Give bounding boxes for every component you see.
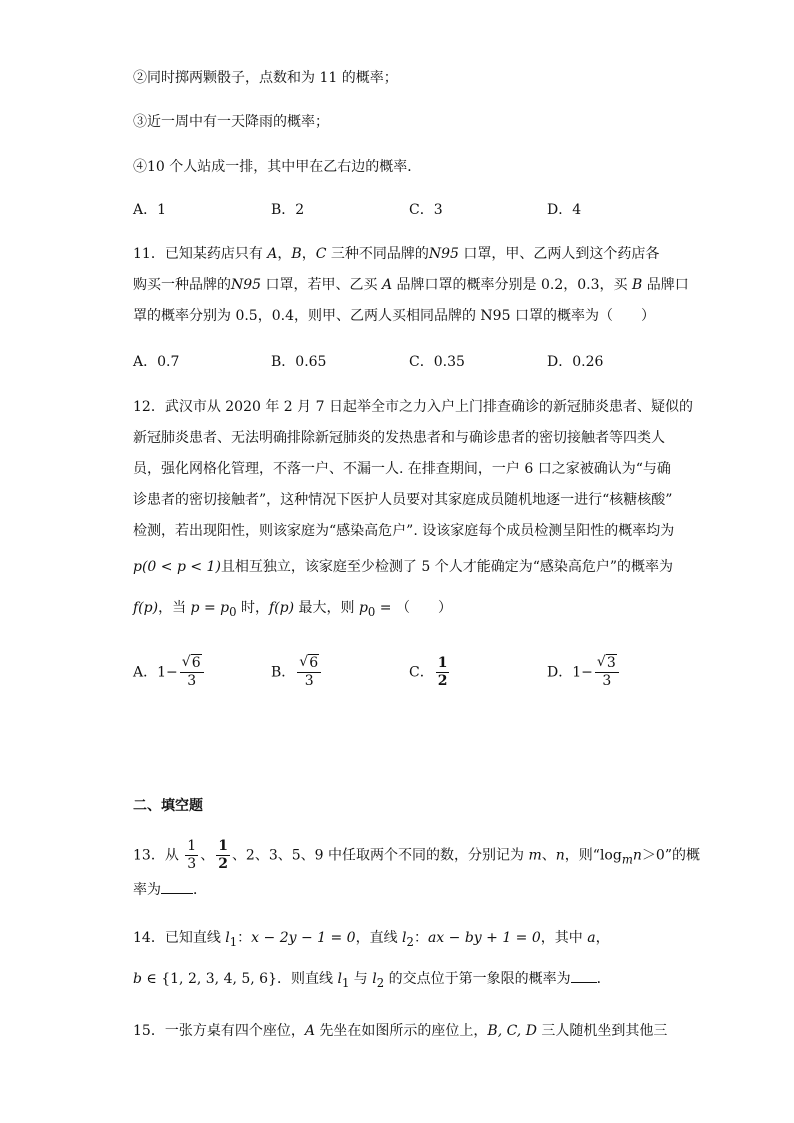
subscript-2: 2: [406, 934, 414, 949]
denominator: 2: [437, 673, 448, 689]
q12-text: 且相互独立，该家庭至少检测了 5 个人才能确定为“感染高危户”的概率为: [220, 559, 674, 575]
q12-option-d: [547, 655, 621, 690]
q11-text: ，: [301, 246, 316, 262]
q11-option-c: C．0.35: [409, 354, 465, 370]
math-p-eq: p = p: [190, 600, 230, 616]
item-4: ④10 个人站成一排，其中甲在乙右边的概率．: [133, 159, 422, 175]
option-label: A．: [133, 664, 158, 681]
subscript-2: 2: [376, 975, 385, 990]
option-prefix: 1−: [157, 664, 178, 681]
set-notation: ∈ {1, 2, 3, 4, 5, 6}: [141, 971, 277, 987]
q11-line-2: [133, 275, 689, 295]
numerator: 1: [437, 655, 448, 671]
q15-text: 15．一张方桌有四个座位，: [133, 1023, 305, 1039]
q14-text: 的交点位于第一象限的概率为: [384, 971, 571, 987]
q14-text: ：: [413, 930, 428, 946]
q13-text: 、2、3、5、9 中任取两个不同的数，分别记为: [231, 847, 529, 864]
q12-option-a: [133, 655, 206, 690]
math-p0: p: [358, 600, 368, 616]
option-label: C．: [409, 664, 434, 681]
q14-line-2: [133, 969, 611, 993]
line-l2: l: [372, 971, 377, 987]
subscript-1: 1: [341, 975, 350, 990]
n95-label: N95: [231, 277, 262, 293]
q11-option-a: A．0.7: [133, 354, 180, 370]
q11-line-3: 罩的概率分别为 0.5，0.4，则甲、乙两人买相同品牌的 N95 口罩的概率为（ ）: [133, 308, 655, 324]
q13-text: 、: [200, 847, 215, 864]
q13-line-2: [133, 880, 207, 900]
line-l1: l: [337, 971, 342, 987]
math-f-p: f(p): [133, 600, 159, 616]
line-l2: l: [402, 930, 407, 946]
q14-text: ，: [595, 930, 610, 946]
fraction: [595, 655, 619, 690]
q11-text: 品牌口: [642, 277, 689, 293]
subscript-1: 1: [229, 934, 238, 949]
fraction: [297, 655, 321, 690]
denominator: 3: [602, 673, 612, 689]
q11-text: 口罩，甲、乙两人到这个药店各: [458, 246, 660, 262]
subscript-m: m: [621, 852, 633, 867]
answer-blank[interactable]: [571, 969, 597, 983]
q13-text: 、: [541, 847, 556, 864]
option-label: D．: [547, 664, 573, 681]
q10-option-b: B．2: [271, 202, 305, 218]
equation-l1: x − 2y − 1 = 0: [251, 930, 356, 946]
q13-text: ．: [193, 882, 207, 898]
persons-bcd: B, C, D: [487, 1023, 537, 1039]
q14-text: ：: [237, 930, 252, 946]
var-n: n: [555, 847, 565, 864]
denominator: 3: [187, 673, 197, 689]
q12-text: 最大，则: [294, 600, 359, 616]
fraction: [436, 655, 450, 690]
q10-option-d: D．4: [547, 202, 582, 218]
q13-text: ，则“log: [564, 847, 622, 864]
q12-text: = （ ）: [375, 600, 452, 616]
var-a: a: [587, 930, 596, 946]
q10-option-a: A．1: [133, 202, 167, 218]
q13-text: ＞0”的概: [641, 847, 700, 864]
q14-text: 14．已知直线: [133, 930, 226, 946]
option-label: B．: [271, 664, 296, 681]
q15-text: 先坐在如图所示的座位上，: [314, 1023, 488, 1039]
brand-a: A: [381, 277, 393, 293]
q12-option-c: [409, 655, 451, 690]
q14-text: ．: [596, 971, 611, 987]
q11-line-1: [133, 244, 659, 264]
math-f-p: f(p): [268, 600, 295, 616]
section-title: 二、填空题: [133, 798, 203, 814]
sqrt-icon: √ 6: [181, 654, 201, 671]
line-l1: l: [225, 930, 230, 946]
q14-text: ，直线: [355, 930, 403, 946]
q11-option-b: B．0.65: [271, 354, 327, 370]
subscript-zero: 0: [229, 604, 237, 619]
brand-b: B: [291, 246, 302, 262]
math-p-range: p(0 < p < 1): [133, 559, 221, 575]
subscript-zero: 0: [367, 604, 376, 619]
q11-text: 购买一种品牌的: [133, 277, 231, 293]
brand-c: C: [315, 246, 327, 262]
person-a: A: [304, 1023, 315, 1039]
sqrt-icon: √ 3: [596, 654, 616, 671]
q11-text: 品牌口罩的概率分别是 0.2，0.3，买: [392, 277, 632, 293]
q12-option-b: [271, 655, 323, 690]
q15-text: 三人随机坐到其他三: [536, 1023, 668, 1039]
answer-blank[interactable]: [161, 880, 193, 894]
q12-line-1: 12．武汉市从 2020 年 2 月 7 日起举全市之力入户上门排查确诊的新冠肺炎患者、疑似的: [133, 399, 693, 415]
q12-text: 时，: [236, 600, 269, 616]
var-n: n: [632, 847, 642, 864]
q12-text: ，当: [158, 600, 191, 616]
q11-text: 口罩，若甲、乙买: [261, 277, 382, 293]
q13-text: 率为: [133, 882, 161, 898]
q15-line-1: [133, 1021, 667, 1041]
q12-line-5: 检测，若出现阳性，则该家庭为“感染高危户”. 设该家庭每个成员检测呈阳性的概率均为: [133, 523, 675, 539]
q11-text: ，: [277, 246, 292, 262]
denominator: 3: [304, 673, 314, 689]
q13-text: 13．从: [133, 847, 184, 864]
fraction: $\frac{1}{2}$: [218, 838, 228, 872]
q12-line-2: 新冠肺炎患者、无法明确排除新冠肺炎的发热患者和与确诊患者的密切接触者等四类人: [133, 430, 665, 446]
q11-option-d: D．0.26: [547, 354, 604, 370]
q12-line-7: [133, 598, 452, 622]
option-prefix: 1−: [572, 664, 593, 681]
brand-b: B: [632, 277, 643, 293]
q13-line-1: [133, 838, 700, 873]
sqrt-icon: √ 6: [299, 654, 319, 671]
q11-text: 三种不同品牌的: [326, 246, 429, 262]
n95-label: N95: [428, 246, 459, 262]
q14-text: ，其中: [540, 930, 588, 946]
q14-text: 与: [349, 971, 373, 987]
item-2: ②同时掷两颗骰子，点数和为 11 的概率；: [133, 70, 398, 86]
q10-option-c: C．3: [409, 202, 443, 218]
var-m: m: [528, 847, 542, 864]
fraction: $\frac{1}{3}$: [187, 838, 197, 872]
q14-text: ．则直线: [277, 971, 338, 987]
var-b: b: [133, 971, 142, 987]
brand-a: A: [267, 246, 278, 262]
equation-l2: ax − by + 1 = 0: [427, 930, 541, 946]
q12-line-6: [133, 557, 673, 577]
q11-text: 11．已知某药店只有: [133, 246, 268, 262]
q12-line-3: 员，强化网格化管理，不落一户、不漏一人. 在排查期间，一户 6 口之家被确认为“与确: [133, 461, 671, 477]
q14-line-1: [133, 928, 610, 952]
q12-line-4: 诊患者的密切接触者”，这种情况下医护人员要对其家庭成员随机地逐一进行“核糖核酸”: [133, 492, 673, 508]
fraction: [180, 655, 204, 690]
item-3: ③近一周中有一天降雨的概率；: [133, 114, 329, 130]
